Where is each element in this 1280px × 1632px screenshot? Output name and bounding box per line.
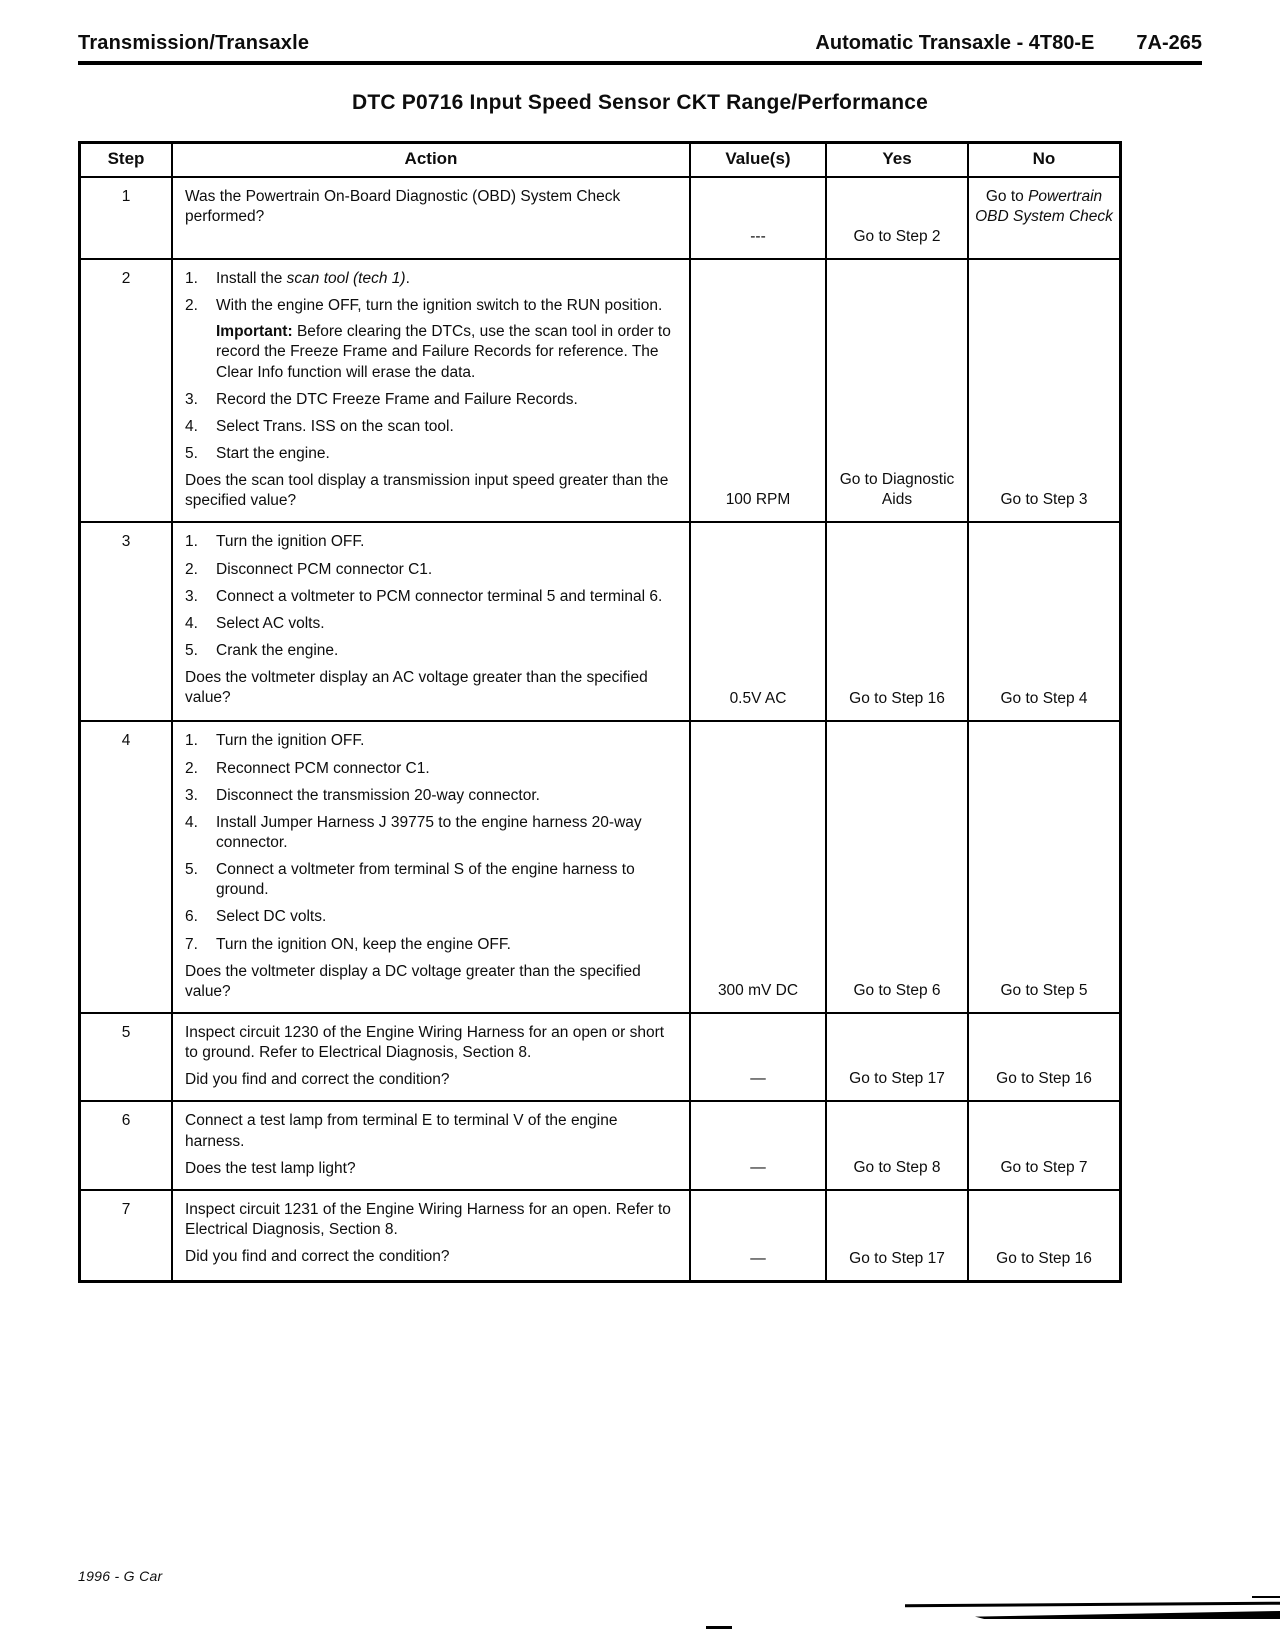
action-list-item bbox=[185, 532, 681, 552]
list-number: 1. bbox=[185, 732, 198, 750]
no-cell-text bbox=[1000, 1158, 1087, 1178]
header-right-group bbox=[815, 32, 1202, 55]
yes-cell-text bbox=[849, 689, 945, 709]
text-segment: Turn the ignition ON, keep the engine OFF. bbox=[216, 935, 511, 953]
text-segment: Connect a voltmeter from terminal S of the engine harness to ground. bbox=[216, 861, 635, 899]
action-paragraph bbox=[185, 1111, 681, 1151]
action-paragraph bbox=[185, 1070, 681, 1090]
action-paragraph bbox=[185, 1023, 681, 1063]
scan-artifact-line bbox=[905, 1602, 1280, 1608]
text-segment: Select DC volts. bbox=[216, 908, 327, 926]
text-segment: Inspect circuit 1230 of the Engine Wiring Harness for an open or short to ground. Refer to Electrical Diagnosis, Section 8. bbox=[185, 1023, 665, 1062]
action-paragraph bbox=[185, 187, 681, 227]
action-cell bbox=[171, 1102, 689, 1188]
value-cell bbox=[689, 1102, 825, 1188]
scan-artifact-line bbox=[1252, 1596, 1280, 1598]
text-segment: 300 mV DC bbox=[717, 981, 799, 999]
table-header-row bbox=[81, 144, 1119, 176]
text-segment: Did you find and correct the condition? bbox=[185, 1071, 450, 1089]
action-cell bbox=[171, 1014, 689, 1100]
action-paragraph bbox=[185, 962, 681, 1002]
no-cell-text bbox=[996, 1069, 1092, 1089]
list-number: 5. bbox=[185, 444, 198, 462]
list-text bbox=[216, 532, 364, 552]
text-segment: scan tool (tech 1) bbox=[286, 270, 406, 287]
yes-cell bbox=[825, 260, 967, 521]
list-number: 2. bbox=[185, 297, 198, 315]
page-number: 7A-265 bbox=[1136, 32, 1202, 54]
text-segment: Go to Step 4 bbox=[1000, 690, 1088, 708]
yes-cell bbox=[825, 722, 967, 1012]
list-text bbox=[216, 759, 430, 779]
list-number: 6. bbox=[185, 908, 198, 926]
yes-cell bbox=[825, 178, 967, 258]
list-text bbox=[216, 786, 540, 806]
page-header bbox=[78, 0, 1202, 55]
value-cell bbox=[689, 523, 825, 720]
table-row-step-5 bbox=[81, 1012, 1119, 1100]
action-paragraph bbox=[185, 1200, 681, 1240]
no-cell-text bbox=[996, 1249, 1092, 1269]
action-list-item bbox=[185, 813, 681, 853]
value-cell bbox=[689, 178, 825, 258]
yes-cell bbox=[825, 1191, 967, 1280]
column-header-action: Action bbox=[171, 144, 689, 176]
text-segment: — bbox=[750, 1158, 766, 1176]
action-cell bbox=[171, 1191, 689, 1280]
text-segment: Select AC volts. bbox=[216, 614, 325, 632]
text-segment: Before clearing the DTCs, use the scan tool in order to record the Freeze Frame and Failure Records for reference. The Clear Info function will erase the data. bbox=[216, 323, 671, 381]
scan-artifact-line bbox=[706, 1626, 732, 1629]
step-cell: 6 bbox=[121, 1112, 131, 1130]
text-segment: Go to Diagnostic Aids bbox=[839, 471, 955, 509]
list-text bbox=[216, 813, 681, 853]
list-number: 3. bbox=[185, 390, 198, 408]
list-text bbox=[216, 614, 325, 634]
text-segment: Does the scan tool display a transmission input speed greater than the specified value? bbox=[185, 472, 669, 510]
value-cell-text bbox=[730, 689, 787, 709]
text-segment: Connect a voltmeter to PCM connector terminal 5 and terminal 6. bbox=[216, 587, 663, 605]
yes-cell-text bbox=[849, 1069, 945, 1089]
text-segment: 0.5V AC bbox=[729, 690, 787, 708]
value-cell bbox=[689, 722, 825, 1012]
list-text bbox=[216, 907, 326, 927]
text-segment: Go to Step 17 bbox=[849, 1249, 945, 1267]
action-list-item bbox=[185, 641, 681, 661]
action-list-item bbox=[185, 786, 681, 806]
list-text bbox=[216, 560, 432, 580]
header-rule bbox=[78, 61, 1202, 65]
no-cell bbox=[967, 1014, 1119, 1100]
value-cell bbox=[689, 260, 825, 521]
text-segment: Install Jumper Harness J 39775 to the engine harness 20-way connector. bbox=[216, 813, 642, 851]
text-segment: Go to Step 16 bbox=[996, 1249, 1092, 1267]
column-header-step: Step bbox=[107, 149, 145, 168]
text-segment: Go to Step 16 bbox=[996, 1070, 1092, 1088]
action-paragraph bbox=[185, 471, 681, 511]
value-cell-text bbox=[718, 981, 798, 1001]
text-segment: Inspect circuit 1231 of the Engine Wiring Harness for an open. Refer to Electrical Diagnosis, Section 8. bbox=[185, 1200, 671, 1238]
text-segment: Powertrain OBD System Check bbox=[975, 188, 1113, 226]
table-row-step-3 bbox=[81, 521, 1119, 720]
header-section-title: Transmission/Transaxle bbox=[78, 32, 310, 54]
text-segment: Was the Powertrain On-Board Diagnostic (OBD) System Check performed? bbox=[185, 188, 621, 226]
text-segment: Does the test lamp light? bbox=[185, 1159, 356, 1177]
action-paragraph bbox=[185, 1159, 681, 1179]
list-number: 5. bbox=[185, 641, 198, 659]
step-cell: 4 bbox=[121, 732, 131, 750]
text-segment: — bbox=[750, 1070, 766, 1088]
no-cell bbox=[967, 523, 1119, 720]
yes-cell-text bbox=[853, 1158, 940, 1178]
value-cell bbox=[689, 1014, 825, 1100]
action-list-item bbox=[185, 935, 681, 955]
table-row-step-1 bbox=[81, 176, 1119, 258]
text-segment: Disconnect PCM connector C1. bbox=[216, 560, 433, 578]
list-text bbox=[216, 269, 410, 289]
list-text bbox=[216, 641, 338, 661]
text-segment: 100 RPM bbox=[725, 491, 791, 509]
value-cell-text bbox=[726, 490, 791, 510]
list-text bbox=[216, 444, 330, 464]
text-segment: Go to Step 5 bbox=[1000, 981, 1088, 999]
text-segment: Go to bbox=[985, 188, 1029, 205]
text-segment: Important: bbox=[216, 323, 293, 341]
list-number: 4. bbox=[185, 813, 198, 831]
action-list-item bbox=[185, 759, 681, 779]
list-text bbox=[216, 860, 681, 900]
text-segment: Does the voltmeter display a DC voltage greater than the specified value? bbox=[185, 962, 641, 1000]
text-segment: Go to Step 8 bbox=[853, 1158, 941, 1176]
value-cell bbox=[689, 1191, 825, 1280]
no-cell bbox=[967, 1191, 1119, 1280]
action-list-item bbox=[185, 560, 681, 580]
list-text bbox=[216, 731, 364, 751]
text-segment: Crank the engine. bbox=[216, 641, 339, 659]
list-number: 1. bbox=[185, 533, 198, 551]
yes-cell-text bbox=[849, 1249, 945, 1269]
text-segment: Go to Step 6 bbox=[853, 981, 941, 999]
column-header-values: Value(s) bbox=[689, 144, 825, 176]
text-segment: Start the engine. bbox=[216, 444, 330, 462]
action-list-item bbox=[185, 444, 681, 464]
no-cell-text bbox=[1000, 689, 1087, 709]
action-cell bbox=[171, 178, 689, 258]
list-text bbox=[216, 935, 511, 955]
text-segment: Go to Step 17 bbox=[849, 1070, 945, 1088]
list-text bbox=[216, 417, 454, 437]
action-list-item bbox=[185, 269, 681, 289]
list-number: 3. bbox=[185, 587, 198, 605]
action-note bbox=[216, 322, 681, 382]
text-segment: Go to Step 7 bbox=[1000, 1158, 1088, 1176]
list-text bbox=[216, 296, 662, 316]
step-cell: 7 bbox=[121, 1200, 131, 1218]
text-segment: Go to Step 2 bbox=[853, 227, 941, 245]
action-list-item bbox=[185, 614, 681, 634]
no-cell bbox=[967, 260, 1119, 521]
action-list-item bbox=[185, 731, 681, 751]
table-body bbox=[81, 176, 1119, 1280]
list-text bbox=[216, 390, 578, 410]
value-cell-text bbox=[750, 227, 766, 247]
page-title: DTC P0716 Input Speed Sensor CKT Range/Performance bbox=[352, 91, 928, 114]
list-number: 2. bbox=[185, 560, 198, 578]
footer-note: 1996 - G Car bbox=[78, 1568, 163, 1584]
text-segment: --- bbox=[750, 227, 766, 245]
action-paragraph bbox=[185, 1247, 681, 1267]
step-cell: 3 bbox=[121, 533, 131, 551]
header-chapter-title: Automatic Transaxle - 4T80-E bbox=[815, 32, 1095, 54]
list-number: 4. bbox=[185, 614, 198, 632]
list-number: 4. bbox=[185, 417, 198, 435]
step-cell: 1 bbox=[121, 188, 131, 205]
text-segment: Go to Step 3 bbox=[1000, 491, 1088, 509]
text-segment: Go to Step 16 bbox=[849, 690, 945, 708]
no-cell bbox=[967, 1102, 1119, 1188]
table-row-step-7 bbox=[81, 1189, 1119, 1280]
no-cell bbox=[967, 722, 1119, 1012]
step-cell: 2 bbox=[121, 270, 131, 287]
yes-cell bbox=[825, 1014, 967, 1100]
value-cell-text bbox=[750, 1069, 766, 1089]
action-list-item bbox=[185, 860, 681, 900]
no-cell-text bbox=[1000, 981, 1087, 1001]
list-number: 2. bbox=[185, 759, 198, 777]
scan-artifact-line bbox=[975, 1611, 1280, 1619]
text-segment: Install the bbox=[216, 270, 287, 287]
value-cell-text bbox=[750, 1158, 766, 1178]
list-number: 3. bbox=[185, 786, 198, 804]
no-cell-text bbox=[973, 187, 1115, 227]
list-number: 7. bbox=[185, 935, 198, 953]
step-cell: 5 bbox=[121, 1023, 131, 1041]
action-cell bbox=[171, 523, 689, 720]
no-cell bbox=[967, 178, 1119, 258]
list-text bbox=[216, 587, 662, 607]
text-segment: Connect a test lamp from terminal E to terminal V of the engine harness. bbox=[185, 1112, 618, 1150]
action-list-item bbox=[185, 390, 681, 410]
yes-cell-text bbox=[853, 981, 940, 1001]
table-row-step-2 bbox=[81, 258, 1119, 521]
action-list-item bbox=[185, 907, 681, 927]
text-segment: Does the voltmeter display an AC voltage greater than the specified value? bbox=[185, 669, 648, 707]
diagnostic-table bbox=[78, 141, 1122, 1283]
table-row-step-4 bbox=[81, 720, 1119, 1012]
yes-cell-text bbox=[831, 470, 963, 510]
column-header-yes: Yes bbox=[825, 144, 967, 176]
text-segment: With the engine OFF, turn the ignition switch to the RUN position. bbox=[216, 297, 663, 315]
text-segment: Reconnect PCM connector C1. bbox=[216, 759, 430, 777]
action-cell bbox=[171, 260, 689, 521]
text-segment: Select Trans. ISS on the scan tool. bbox=[216, 417, 454, 435]
list-number: 1. bbox=[185, 270, 198, 287]
text-segment: Turn the ignition OFF. bbox=[216, 732, 365, 750]
list-number: 5. bbox=[185, 861, 198, 879]
column-header-no: No bbox=[967, 144, 1119, 176]
text-segment: — bbox=[750, 1249, 766, 1267]
yes-cell bbox=[825, 1102, 967, 1188]
text-segment: Did you find and correct the condition? bbox=[185, 1248, 450, 1266]
text-segment: Record the DTC Freeze Frame and Failure Records. bbox=[216, 390, 578, 408]
value-cell-text bbox=[750, 1249, 766, 1269]
action-paragraph bbox=[185, 668, 681, 708]
yes-cell-text bbox=[853, 227, 940, 247]
action-list-item bbox=[185, 417, 681, 437]
text-segment: Disconnect the transmission 20-way connector. bbox=[216, 786, 540, 804]
action-list-item bbox=[185, 587, 681, 607]
action-cell bbox=[171, 722, 689, 1012]
no-cell-text bbox=[1000, 490, 1087, 510]
text-segment: . bbox=[405, 270, 410, 287]
action-list-item bbox=[185, 296, 681, 316]
text-segment: Turn the ignition OFF. bbox=[216, 533, 365, 551]
table-row-step-6 bbox=[81, 1100, 1119, 1188]
yes-cell bbox=[825, 523, 967, 720]
